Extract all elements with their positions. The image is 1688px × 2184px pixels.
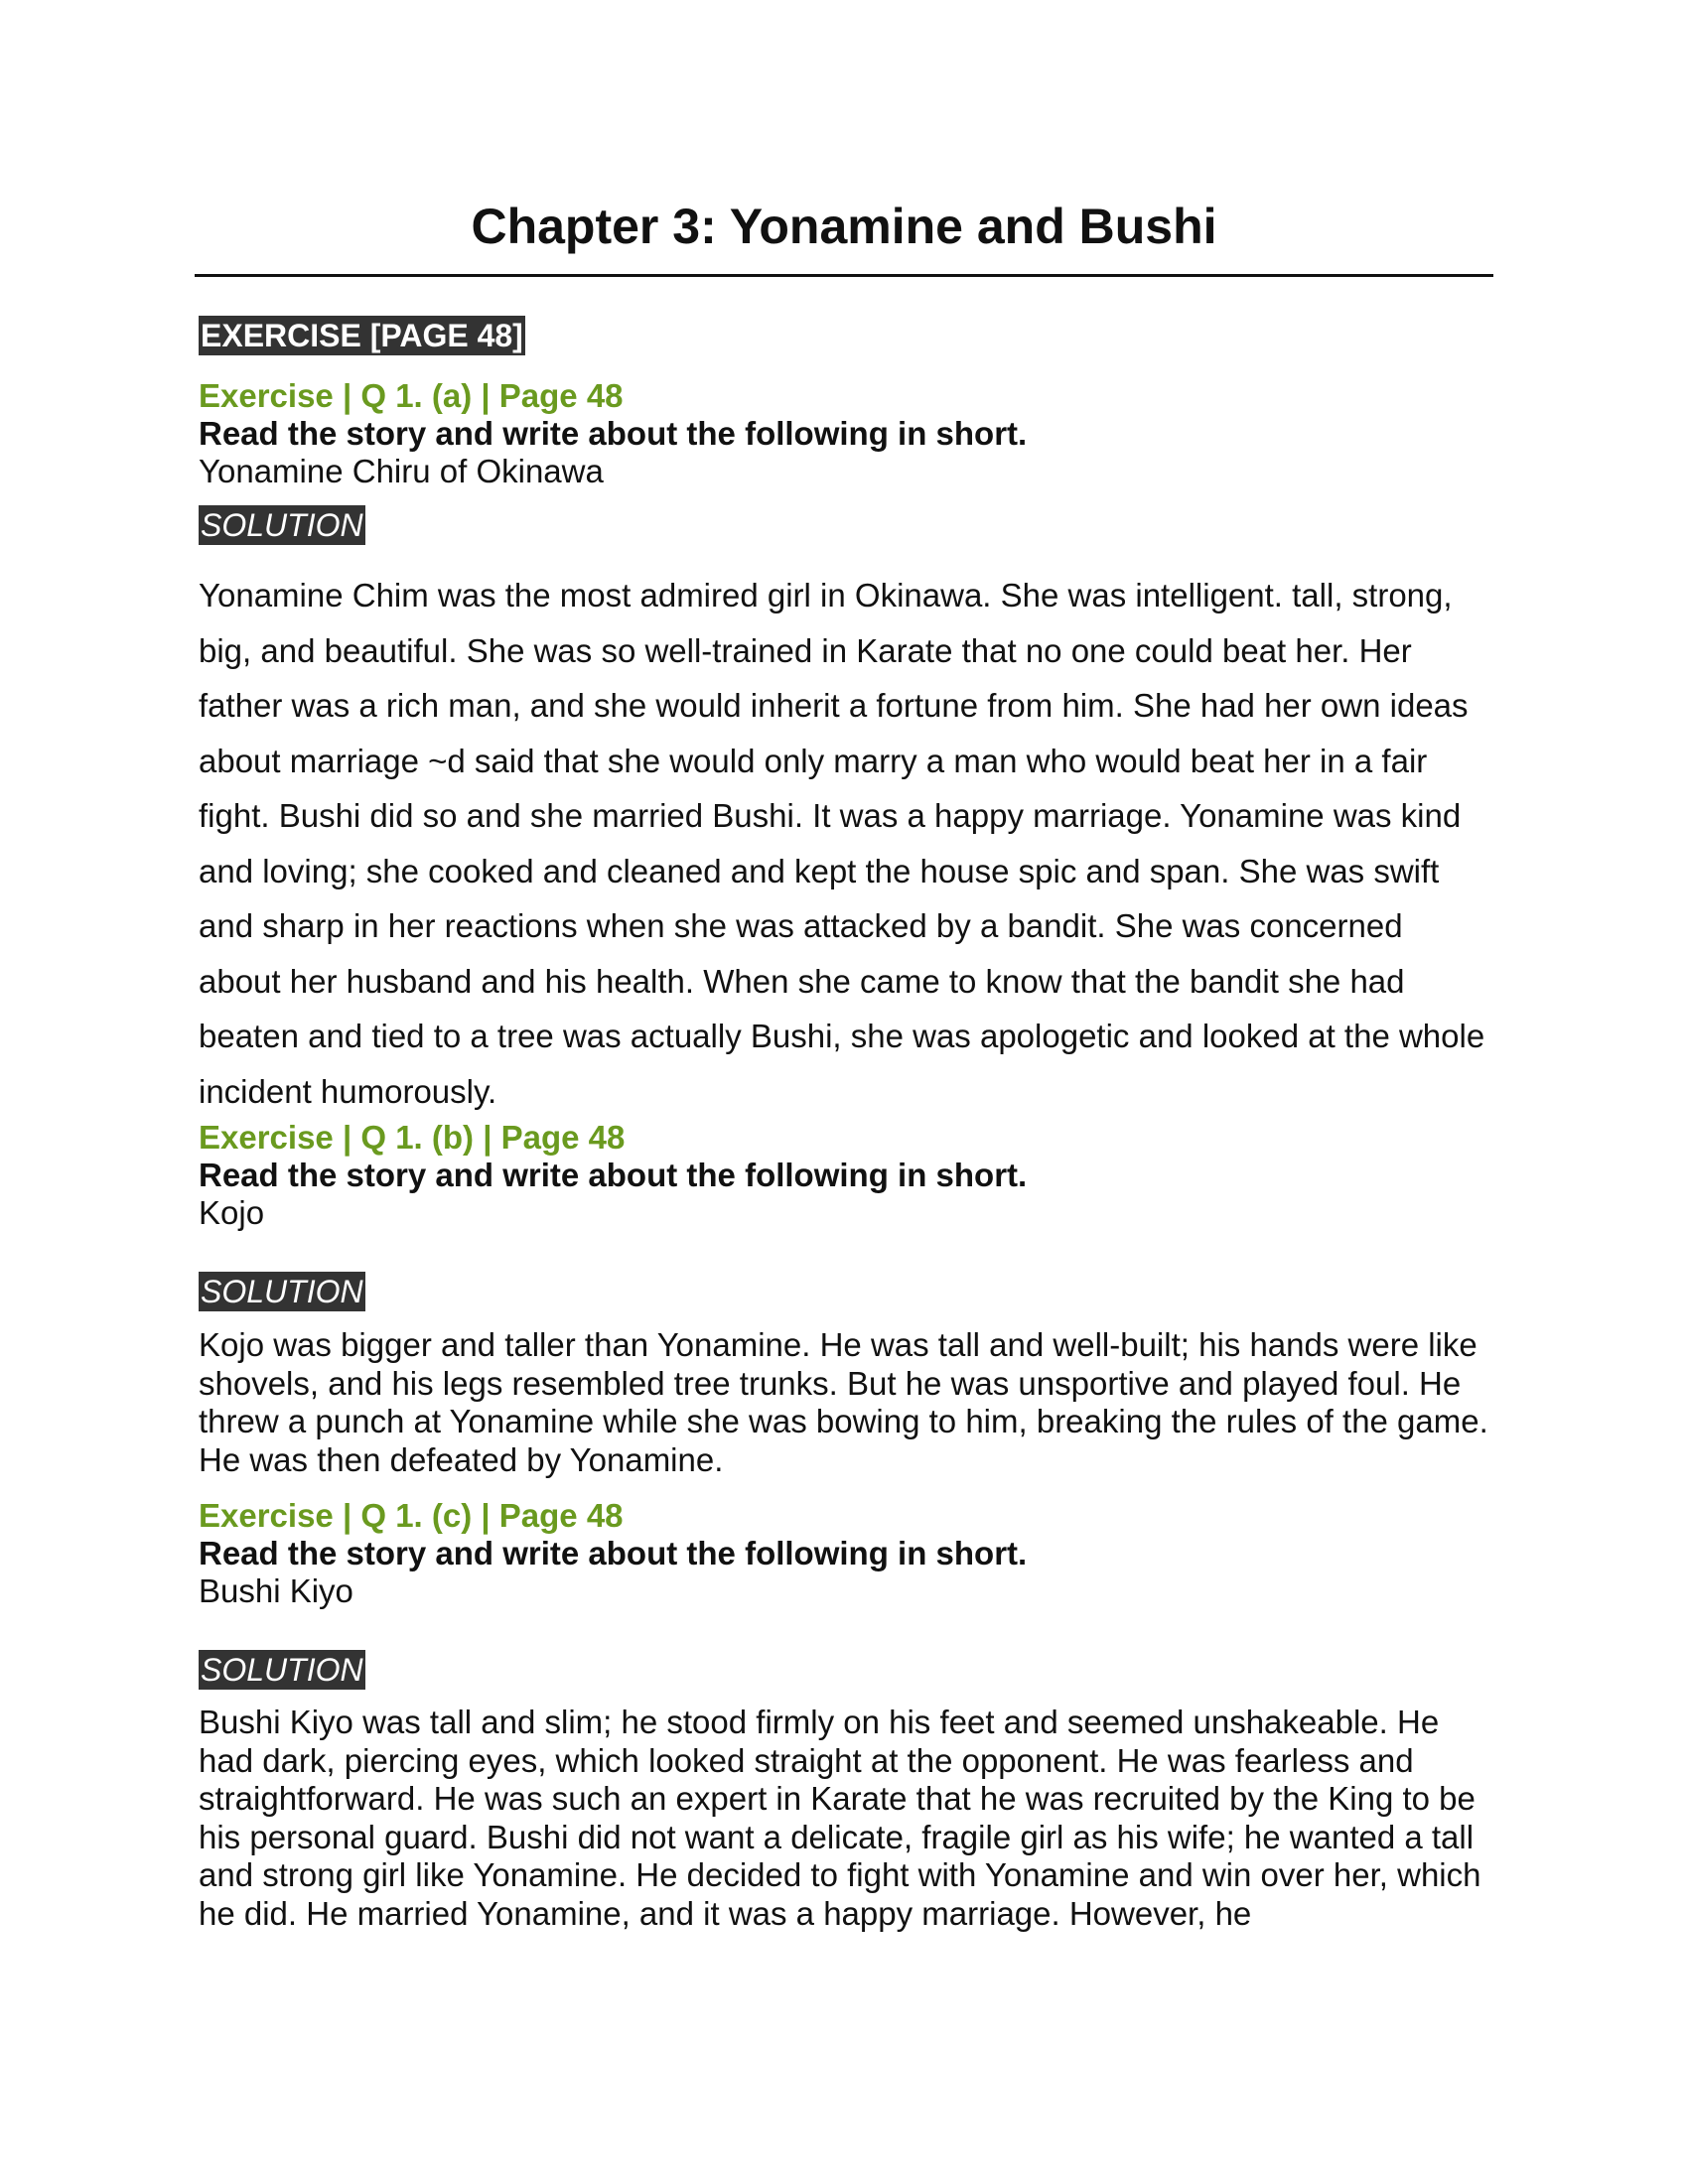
solution-text: Yonamine Chim was the most admired girl in Okinawa. She was intelligent. tall, strong, big, and beautiful. She was so well-trained in Karate that no one could beat her. Her father was a rich man, and she would inherit a fortune from him. She had her own ideas about marriage ~d said that she would only marry a man who would beat her in a fair fight. Bushi did so and she married Bushi. It was a happy marriage. Yonamine was kind and loving; she cooked and cleaned and kept the house spic and span. She was swift and sharp in her reactions when she was attacked by a bandit. She was concerned about her husband and his health. When she came to know that the bandit she had beaten and tied to a tree was actually Bushi, she was apologetic and looked at the whole incident humorously. <box>199 577 1485 1110</box>
question-block-b <box>199 1119 1489 1479</box>
question-reference: Exercise | Q 1. (a) | Page 48 <box>199 377 624 414</box>
chapter-title: Chapter 3: Yonamine and Bushi <box>471 199 1217 254</box>
page-content <box>199 316 1489 1933</box>
solution-label: SOLUTION <box>201 1274 363 1309</box>
title-divider <box>195 274 1493 277</box>
question-prompt: Read the story and write about the following in short. <box>199 1157 1028 1193</box>
question-block-c <box>199 1497 1489 1933</box>
question-reference: Exercise | Q 1. (b) | Page 48 <box>199 1119 626 1156</box>
question-prompt: Read the story and write about the following in short. <box>199 415 1028 452</box>
question-prompt: Read the story and write about the following in short. <box>199 1535 1028 1571</box>
solution-label: SOLUTION <box>201 1652 363 1688</box>
solution-label-row <box>199 505 1489 545</box>
solution-label-row <box>199 1650 1489 1690</box>
solution-label-row <box>199 1272 1489 1311</box>
question-block-a <box>199 377 1489 1119</box>
solution-label: SOLUTION <box>201 507 363 543</box>
exercise-header-row <box>199 316 1489 355</box>
solution-text: Bushi Kiyo was tall and slim; he stood firmly on his feet and seemed unshakeable. He had dark, piercing eyes, which looked straight at the opponent. He was fearless and straightforward. He was such an expert in Karate that he was recruited by the King to be his personal guard. Bushi did not want a delicate, fragile girl as his wife; he wanted a tall and strong girl like Yonamine. He decided to fight with Yonamine and win over her, which he did. He married Yonamine, and it was a happy marriage. However, he <box>199 1704 1481 1932</box>
exercise-header: EXERCISE [PAGE 48] <box>201 318 523 353</box>
question-topic: Bushi Kiyo <box>199 1572 353 1609</box>
question-reference: Exercise | Q 1. (c) | Page 48 <box>199 1497 624 1534</box>
question-topic: Yonamine Chiru of Okinawa <box>199 453 604 489</box>
solution-text: Kojo was bigger and taller than Yonamine. He was tall and well-built; his hands were like shovels, and his legs resembled tree trunks. But he was unsportive and played foul. He threw a punch at Yonamine while she was bowing to him, breaking the rules of the game. He was then defeated by Yonamine. <box>199 1326 1488 1478</box>
question-topic: Kojo <box>199 1194 265 1231</box>
